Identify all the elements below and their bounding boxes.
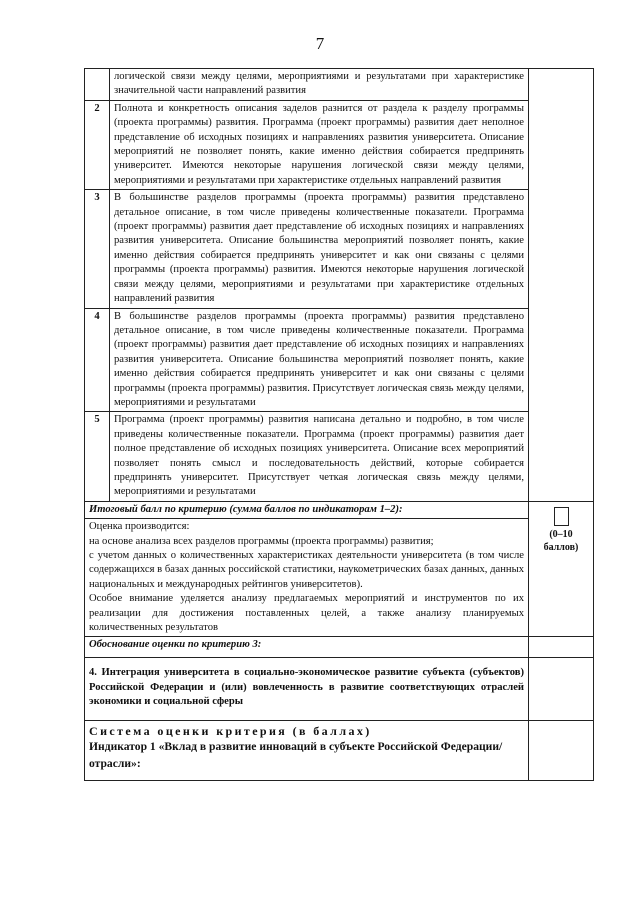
score-range: (0–10 баллов) [543,528,579,553]
criteria-table [84,68,594,781]
system-title: Система оценки критерия (в баллах) [89,723,372,738]
row-text: В большинстве разделов программы (проекта программы) развития представлено детальное описание, в том числе приведены количественные показатели. Программа (проект программы) развития дает представление об исходных позициях и направлениях развития университета. Описание большинства мероприятий позволяет понять, какие именно действия собирается предпринять университет и как они связаны с целями программы (проекта программы) развития. Имеются некоторые нарушения логической связи между целями, мероприятиями и результатами при характеристике отдельных направлений развития [110,190,529,308]
row-number [85,69,110,101]
score-cell [529,69,594,502]
row-text: Полнота и конкретность описания заделов разнится от раздела к разделу программы (проекта программы) развития. Программа (проект программы) развития дает неполное представление об исходных позициях и направлениях развития университета. Описание мероприятий не позволяет понять, какие именно действия собирается предпринять университет. Имеются некоторые нарушения логической связи между целями, мероприятиями и результатами при характеристике отдельных направлений развития [110,100,529,189]
assessment-description [85,519,529,637]
row-text: В большинстве разделов программы (проекта программы) развития представлено детальное описание, в том числе приведены количественные показатели. Программа (проект программы) развития дает представление об исходных позициях и направлениях развития университета. Описание большинства мероприятий позволяет понять, какие именно действия собирается предпринять университет и как они связаны с целями программы (проекта программы) развития. Присутствует логическая связь между целями, мероприятиями и результатами [110,308,529,412]
assessment-line: Особое внимание уделяется анализу предлагаемых мероприятий и инструментов по их реализации для достижения поставленных целей, а также анализу планируемых количественных результатов [89,593,524,634]
row-number: 4 [85,308,110,412]
row-text: логической связи между целями, мероприятиями и результатами при характеристике значительной части направлений развития [110,69,529,101]
justification-score-cell [529,637,594,658]
total-desc-row [85,519,594,637]
row-number: 5 [85,412,110,501]
assessment-line: Оценка производится: [89,521,190,533]
justification-label: Обоснование оценки по критерию 3: [85,637,529,658]
assessment-line: с учетом данных о количественных характеристиках деятельности университета (в том числе содержащихся в базах данных российской статистики, наукометрических базах данных, данных национальных и международных рейтингов университетов). [89,550,524,590]
table-row [85,308,594,412]
total-score-title: Итоговый балл по критерию (сумма баллов по индикаторам 1–2): [85,501,529,518]
section-header-row [85,658,594,720]
system-row [85,720,594,780]
table-row [85,69,594,101]
page-number: 7 [315,34,325,53]
system-score-cell [529,720,594,780]
assessment-line: на основе анализа всех разделов программы (проекта программы) развития; [89,535,434,547]
row-number: 2 [85,100,110,189]
justification-row [85,637,594,658]
system-cell [85,720,529,780]
table-row [85,190,594,308]
total-title-row [85,501,594,518]
total-score-cell [529,501,594,637]
table-row [85,100,594,189]
indicator-1-title: Индикатор 1 «Вклад в развитие инноваций в субъекте Российской Федерации/отрасли»: [89,740,503,771]
score-input-box[interactable] [554,507,569,526]
row-text: Программа (проект программы) развития написана детально и подробно, в том числе приведены количественные показатели. Программа (проект программы) развития дает полное представление об исходных позициях университета. Описание всех мероприятий позволяет понять смысл и последовательность действий, которые собирается предпринять университет. Присутствует четкая логическая связь между целями, мероприятиями и результатами [110,412,529,501]
table-row [85,412,594,501]
section-score-cell [529,658,594,720]
section-4-title: 4. Интеграция университета в социально-экономическое развитие субъекта (субъектов) Российской Федерации и (или) вовлеченность в развитие соответствующих отраслей экономики и социальной сферы [85,658,529,720]
row-number: 3 [85,190,110,308]
